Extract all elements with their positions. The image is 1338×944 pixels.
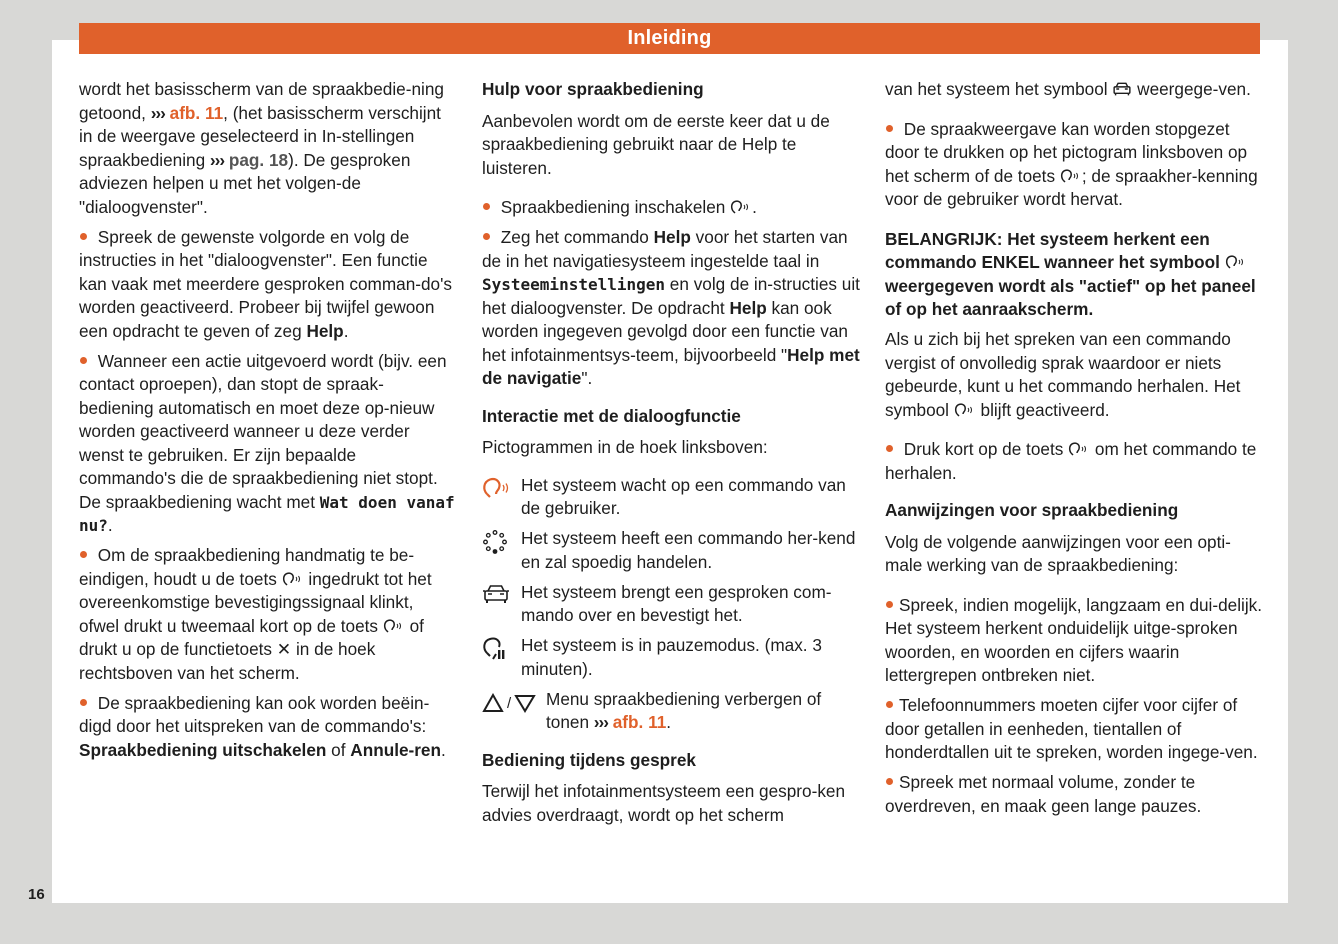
bullet-item: Zeg het commando Help voor het starten van de in het navigatiesysteem ingestelde taal in Systeeminstellingen en volg de in-structies uit het dialoogvenster. De opdracht Help kan ook worden ingegeven gevolgd door een functie van het infotainmentsys-teem, bijvoorbeeld "Help met de navigatie". <box>482 226 860 391</box>
voice-control-icon <box>282 571 304 587</box>
bullet-item: Telefoonnummers moeten cijfer voor cijfer of door getallen in eenheden, tientallen of honderdtallen uit te spreken, worden ingege-ven. <box>885 694 1263 765</box>
triangle-down-icon <box>514 693 536 713</box>
section-heading: Aanwijzingen voor spraakbediening <box>885 500 1179 520</box>
section-heading: Interactie met de dialoogfunctie <box>482 405 741 426</box>
voice-control-icon <box>1068 441 1090 457</box>
bullet-item: Druk kort op de toets om het commando te herhalen. <box>885 438 1263 485</box>
paragraph: Als u zich bij het spreken van een commando vergist of onvolledig sprak waardoor er niets gebeurde, kunt u het commando herhalen. Het symbool blijft geactiveerd. <box>885 329 1241 420</box>
icon-legend-row: Het systeem heeft een commando her-kend en zal spoedig handelen. <box>482 527 860 574</box>
important-notice: BELANGRIJK: Het systeem herkent een commando ENKEL wanneer het symbool weergegeven wordt als "actief" op het paneel of op het aanraakscherm. <box>885 228 1256 319</box>
intro-paragraph: wordt het basisscherm van de spraakbedie-ning getoond, ››› afb. 11, (het basisscherm verschijnt in de weergave geselecteerd in In-stellingen spraakbediening ››› pag. 18). De gesproken adviezen helpen u met het volgen-de "dialoogvenster". <box>79 79 444 217</box>
icon-legend-row: Het systeem is in pauzemodus. (max. 3 minuten). <box>482 634 860 681</box>
column-3 <box>885 78 1263 825</box>
triangle-up-icon <box>482 693 504 713</box>
voice-control-icon <box>1060 168 1082 184</box>
voice-pause-icon <box>482 636 510 662</box>
voice-control-icon <box>1225 254 1247 270</box>
bullet-item: Om de spraakbediening handmatig te be-eindigen, houdt u de toets ingedrukt tot het overeenkomstige bevestigingssignaal klinkt, ofwel drukt u tweemaal kort op de toets of drukt u op de functietoets ✕ in de hoek rechtsboven van het scherm. <box>79 544 457 685</box>
column-1 <box>79 78 457 769</box>
bullet-item: De spraakweergave kan worden stopgezet door te drukken op het pictogram linksboven op het scherm of de toets ; de spraakher-kenning voor de gebruiker wordt hervat. <box>885 118 1263 212</box>
car-speaking-icon <box>482 583 510 605</box>
voice-control-icon <box>383 618 405 634</box>
section-title: Inleiding <box>627 27 712 49</box>
car-speaking-icon <box>1112 81 1132 97</box>
paragraph: Volg de volgende aanwijzingen voor een opti-male werking van de spraakbediening: <box>885 531 1231 575</box>
reference-arrow-icon: ››› <box>209 149 225 170</box>
reference-arrow-icon: ››› <box>150 102 165 123</box>
page-link[interactable]: pag. 18 <box>228 149 289 170</box>
section-heading: Hulp voor spraakbediening <box>482 79 704 99</box>
section-heading: Bediening tijdens gesprek <box>482 749 696 770</box>
bullet-item: De spraakbediening kan ook worden beëin-digd door het uitspreken van de commando's: Spraakbediening uitschakelen of Annule-ren. <box>79 692 457 763</box>
processing-ring-icon <box>482 529 508 555</box>
bullet-item: Spreek, indien mogelijk, langzaam en dui-delijk. Het systeem herkent onduidelijk uitge-sproken woorden, en woorden en cijfers waarin lettergrepen ontbreken niet. <box>885 594 1263 688</box>
paragraph: van het systeem het symbool weergege-ven. <box>885 79 1251 99</box>
screen-text: Wat doen vanaf nu? <box>79 492 455 535</box>
close-icon: ✕ <box>276 639 292 659</box>
bullet-item: Spreek met normaal volume, zonder te overdreven, en maak geen lange pauzes. <box>885 771 1263 818</box>
paragraph: Aanbevolen wordt om de eerste keer dat u de spraakbediening gebruikt naar de Help te luisteren. <box>482 110 830 178</box>
paragraph: Terwijl het infotainmentsysteem een gespro-ken advies overdraagt, wordt op het scherm <box>482 781 846 825</box>
column-2 <box>482 78 860 834</box>
bullet-item: Wanneer een actie uitgevoerd wordt (bijv. een contact oproepen), dan stopt de spraak-bediening automatisch en moet deze op-nieuw worden geactiveerd wanneer u deze verder wenst te gebruiken. Er zijn bepaalde commando's die de spraakbediening niet stopt. De spraakbediening wacht met Wat doen vanaf nu?. <box>79 350 457 538</box>
icon-legend-row: Het systeem wacht op een commando van de gebruiker. <box>482 474 860 521</box>
voice-control-icon <box>954 402 976 418</box>
separator: / <box>507 694 512 712</box>
voice-control-icon <box>730 199 752 215</box>
bullet-item: Spreek de gewenste volgorde en volg de instructies in het "dialoogvenster". Een functie kan vaak met meerdere gesproken comman-do's worden geactiveerd. Probeer bij twijfel gewoon een opdracht te geven of zeg Help. <box>79 226 457 344</box>
figure-link[interactable]: afb. 11 <box>169 102 224 123</box>
voice-listening-icon <box>482 476 512 500</box>
section-header <box>79 23 1260 54</box>
icon-legend-row: Het systeem brengt een gesproken com-mando over en bevestigt het. <box>482 581 860 628</box>
icon-legend-row: / Menu spraakbediening verbergen of tonen ››› afb. 11. <box>482 688 860 735</box>
screen-text: Systeeminstellingen <box>482 275 666 294</box>
bullet-item: Spraakbediening inschakelen . <box>482 196 860 220</box>
reference-arrow-icon: ››› <box>593 712 608 732</box>
figure-link[interactable]: afb. 11 <box>612 712 667 732</box>
icon-legend <box>482 474 860 735</box>
paragraph: Pictogrammen in de hoek linksboven: <box>482 437 768 457</box>
page-number: 16 <box>28 886 45 903</box>
